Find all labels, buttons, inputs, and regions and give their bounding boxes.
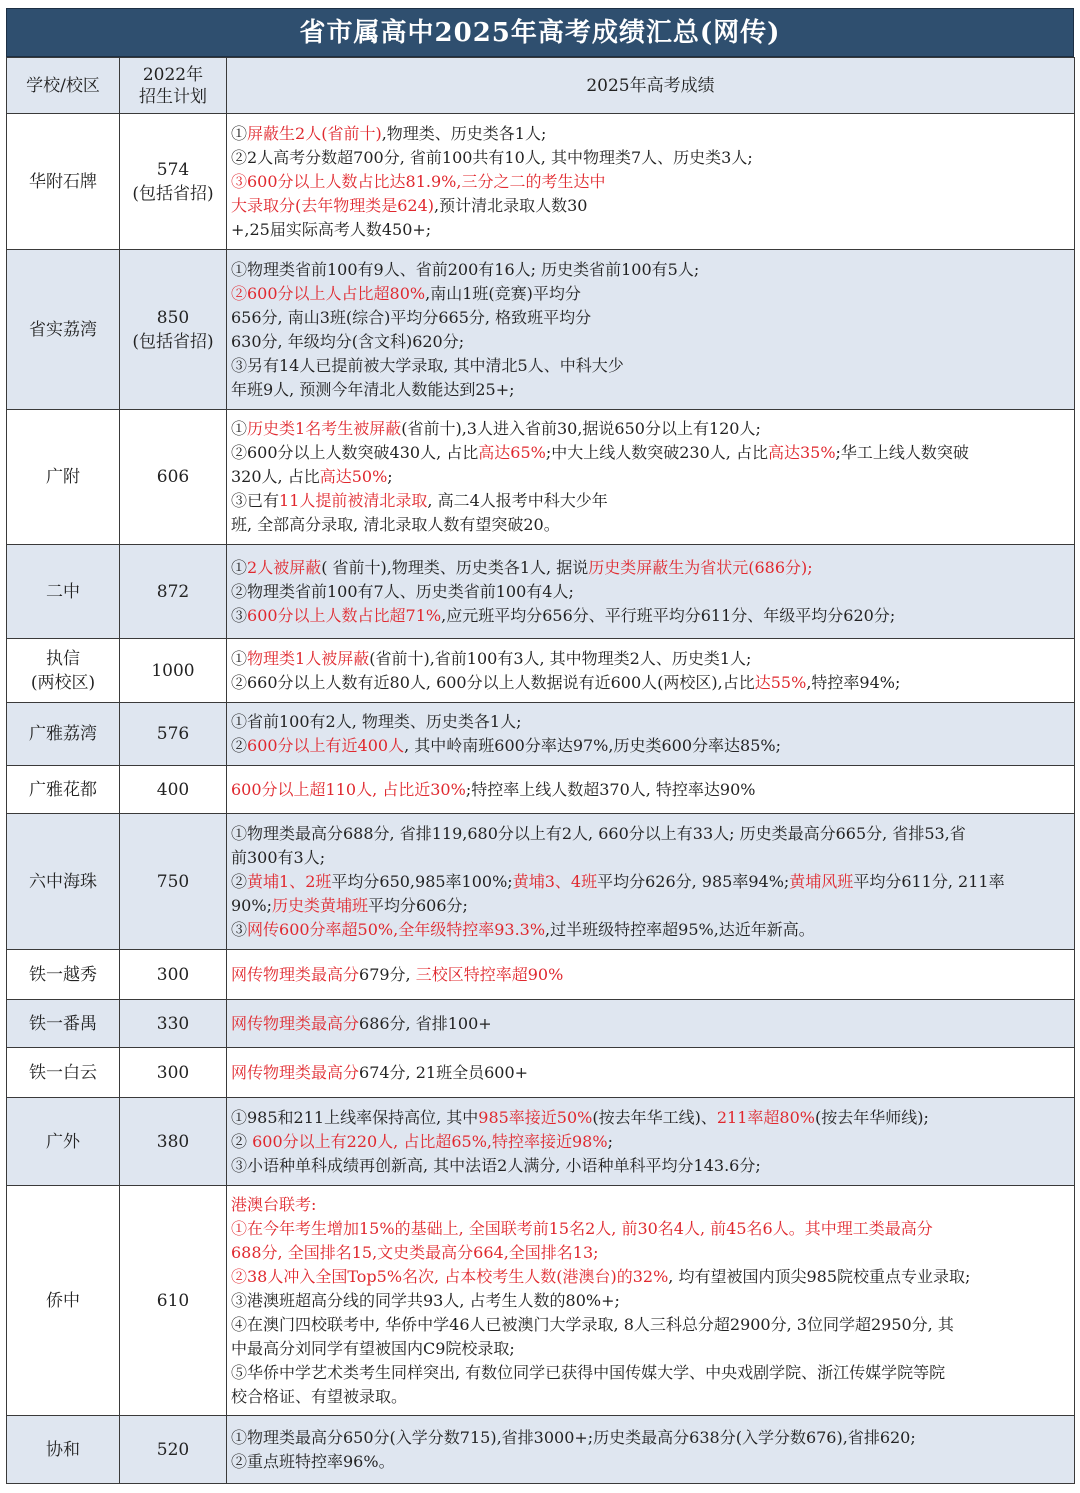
result-line	[231, 378, 1068, 402]
highlight-text: ③600分以上人数占比达81.9%,三分之二的考生达中	[231, 171, 606, 191]
school-name-cell	[7, 1098, 120, 1186]
result-line	[231, 1241, 1068, 1265]
school-name-cell	[7, 766, 120, 814]
result-line	[231, 1313, 1068, 1337]
result-line	[231, 1385, 1068, 1409]
highlight-text: 985率接近50%	[478, 1107, 593, 1127]
exam-result-cell	[227, 1048, 1075, 1098]
highlight-text: 高达35%	[767, 443, 836, 462]
result-text: ①物理类省前100有9人、省前200有16人; 历史类省前100有5人;	[231, 259, 700, 279]
result-text: ;特控率上线人数超370人, 特控率达90%	[465, 779, 756, 799]
school-name: (两校区)	[30, 672, 96, 693]
result-text: ,应元班平均分656分、平行班平均分611分、年级平均分620分;	[441, 605, 896, 625]
result-text: ④在澳门四校联考中, 华侨中学46人已被澳门大学录取, 8人三科总分超2900分, 3位同学超2950分, 其	[231, 1314, 954, 1334]
result-text: ①	[231, 123, 248, 143]
school-name: 铁一白云	[29, 1062, 97, 1083]
exam-result-cell	[227, 703, 1075, 766]
result-text: ①	[231, 557, 248, 577]
result-text: ②600分以上人数突破430人, 占比	[231, 443, 479, 462]
result-text: 平均分626分, 985率94%;	[597, 871, 790, 891]
header-school: 学校/校区	[7, 58, 120, 114]
result-text: ②	[231, 871, 248, 891]
result-line	[231, 258, 1068, 282]
result-text: ①物理类最高分650分(入学分数715),省排3000+;历史类最高分638分(入学分数676),省排620;	[231, 1427, 916, 1447]
highlight-text: 高达50%	[319, 467, 388, 486]
highlight-text: 历史类黄埔班	[271, 895, 368, 915]
result-line	[231, 556, 1068, 580]
school-name-cell	[7, 114, 120, 250]
enrollment-plan-cell	[120, 250, 227, 410]
enrollment-plan-value: 1000	[151, 660, 195, 681]
exam-result-cell	[227, 1186, 1075, 1416]
result-text: 年班9人, 预测今年清北人数能达到25+;	[231, 379, 515, 399]
highlight-text: 600分以上有220人, 占比超65%,特控率接近98%	[252, 1131, 608, 1151]
result-text: ,南山1班(竞赛)平均分	[425, 283, 581, 303]
result-line	[231, 1106, 1068, 1130]
result-line	[231, 1012, 1068, 1036]
table-row	[7, 545, 1075, 639]
school-name-cell	[7, 639, 120, 703]
highlight-text: 网传物理类最高分	[231, 964, 360, 984]
result-text: ②	[231, 736, 248, 755]
enrollment-plan-cell	[120, 1048, 227, 1098]
exam-result-cell	[227, 114, 1075, 250]
result-line	[231, 218, 1068, 242]
table-row	[7, 114, 1075, 250]
highlight-text: ②38人冲入全国Top5%名次, 占本校考生人数(港澳台)的32%	[231, 1266, 669, 1286]
table-row	[7, 1048, 1075, 1098]
result-line	[231, 846, 1068, 870]
result-text: , 均有望被国内顶尖985院校重点专业录取;	[668, 1266, 971, 1286]
result-line	[231, 1154, 1068, 1178]
enrollment-plan-value: 606	[156, 467, 190, 487]
result-text: 平均分611分, 211率	[853, 871, 1005, 891]
highlight-text: 网传600分率超50%,全年级特控率93.3%	[247, 919, 546, 939]
enrollment-plan-cell	[120, 1098, 227, 1186]
result-line	[231, 734, 1068, 758]
enrollment-plan-value: 330	[156, 1013, 190, 1034]
highlight-text: 211率超80%	[716, 1107, 815, 1127]
enrollment-plan-value: 872	[156, 581, 190, 602]
result-line	[231, 441, 1068, 465]
result-text: ②2人高考分数超700分, 省前100共有10人, 其中物理类7人、历史类3人;	[231, 147, 753, 167]
exam-result-cell	[227, 950, 1075, 1000]
school-name: 二中	[46, 581, 80, 602]
result-line	[231, 330, 1068, 354]
result-line	[231, 671, 1068, 695]
highlight-text: 黄埔风班	[789, 871, 854, 891]
table-row	[7, 814, 1075, 950]
result-text: , 其中岭南班600分率达97%,历史类600分率达85%;	[404, 736, 781, 755]
result-text: ②重点班特控率96%。	[231, 1451, 395, 1471]
exam-result-cell	[227, 410, 1075, 545]
scores-table	[6, 57, 1075, 1484]
result-text: ,过半班级特控率超95%,达近年新高。	[545, 919, 815, 939]
exam-result-cell	[227, 814, 1075, 950]
table-row	[7, 250, 1075, 410]
enrollment-plan-value: (包括省招)	[132, 331, 214, 352]
school-name: 广雅花都	[29, 779, 97, 800]
result-line	[231, 465, 1068, 489]
result-text: ⑤华侨中学艺术类考生同样突出, 有数位同学已获得中国传媒大学、中央戏剧学院、浙江传媒学院等院	[231, 1362, 946, 1382]
result-text: ,预计清北录取人数30	[434, 195, 588, 215]
table-row	[7, 950, 1075, 1000]
result-line	[231, 1426, 1068, 1450]
result-text: ①985和211上线率保持高位, 其中	[231, 1107, 479, 1127]
school-name-cell	[7, 1048, 120, 1098]
result-text: 630分, 年级均分(含文科)620分;	[231, 331, 465, 351]
highlight-text: 高达65%	[478, 443, 546, 462]
result-line	[231, 1130, 1068, 1154]
result-line	[231, 1361, 1068, 1385]
result-text: ①省前100有2人, 物理类、历史类各1人;	[231, 712, 522, 731]
result-line	[231, 822, 1068, 846]
result-line	[231, 489, 1068, 513]
result-text: ;	[387, 467, 393, 486]
enrollment-plan-value: 520	[156, 1439, 190, 1460]
table-row	[7, 1416, 1075, 1484]
highlight-text: 历史类屏蔽生为省状元(686分);	[588, 557, 813, 577]
enrollment-plan-cell	[120, 1000, 227, 1048]
result-line	[231, 894, 1068, 918]
table-row	[7, 1000, 1075, 1048]
result-text: ③港澳班超高分线的同学共93人, 占考生人数的80%+;	[231, 1290, 620, 1310]
enrollment-plan-value: 576	[156, 724, 190, 744]
result-text: ①物理类最高分688分, 省排119,680分以上有2人, 660分以上有33人; 历史类最高分665分, 省排53,省	[231, 823, 966, 843]
result-line	[231, 778, 1068, 802]
highlight-text: 网传物理类最高分	[231, 1062, 360, 1082]
result-text: 中最高分刘同学有望被国内C9院校录取;	[231, 1338, 515, 1358]
highlight-text: 600分以上超110人, 占比近30%	[231, 779, 466, 799]
enrollment-plan-value: 610	[156, 1290, 190, 1311]
result-line	[231, 1289, 1068, 1313]
school-name: 侨中	[46, 1290, 80, 1311]
result-text: ③	[231, 605, 248, 625]
enrollment-plan-cell	[120, 639, 227, 703]
highlight-text: 网传物理类最高分	[231, 1013, 360, 1033]
result-line	[231, 170, 1068, 194]
enrollment-plan-value: 300	[156, 1062, 190, 1083]
result-text: 班, 全部高分录取, 清北录取人数有望突破20。	[231, 515, 560, 534]
result-text: ③另有14人已提前被大学录取, 其中清北5人、中科大少	[231, 355, 624, 375]
result-line	[231, 354, 1068, 378]
school-name: 广附	[46, 467, 80, 487]
header-plan-line2: 招生计划	[139, 86, 207, 107]
result-line	[231, 1217, 1068, 1241]
school-name-cell	[7, 410, 120, 545]
result-line	[231, 647, 1068, 671]
table-row	[7, 1098, 1075, 1186]
result-line	[231, 1450, 1068, 1474]
highlight-text: 三校区特控率超90%	[415, 964, 564, 984]
result-text: 686分, 省排100+	[359, 1013, 492, 1033]
highlight-text: 600分以上人数占比超71%	[247, 605, 442, 625]
exam-result-cell	[227, 1416, 1075, 1484]
school-name-cell	[7, 1000, 120, 1048]
enrollment-plan-cell	[120, 703, 227, 766]
school-name-cell	[7, 814, 120, 950]
result-text: (按去年华师线);	[814, 1107, 929, 1127]
result-text: ②660分以上人数有近80人, 600分以上人数据说有近600人(两校区),占比	[231, 672, 755, 692]
result-text: ;	[607, 1131, 613, 1151]
highlight-text: 黄埔1、2班	[247, 871, 332, 891]
result-line	[231, 710, 1068, 734]
highlight-text: 达55%	[754, 672, 807, 692]
header-plan-line1: 2022年	[142, 64, 204, 85]
result-line	[231, 513, 1068, 537]
result-text: 656分, 南山3班(综合)平均分665分, 格致班平均分	[231, 307, 592, 327]
result-line	[231, 918, 1068, 942]
highlight-text: ①在今年考生增加15%的基础上, 全国联考前15名2人, 前30名4人, 前45名6人。其中理工类最高分	[231, 1218, 933, 1238]
enrollment-plan-cell	[120, 814, 227, 950]
summary-sheet	[6, 8, 1074, 1484]
school-name: 执信	[46, 648, 80, 669]
enrollment-plan-value: 400	[156, 779, 190, 800]
result-text: ,物理类、历史类各1人;	[381, 123, 547, 143]
school-name: 广外	[46, 1131, 80, 1152]
highlight-text: 物理类1人被屏蔽	[247, 648, 370, 668]
exam-result-cell	[227, 766, 1075, 814]
enrollment-plan-cell	[120, 1416, 227, 1484]
school-name-cell	[7, 1186, 120, 1416]
enrollment-plan-cell	[120, 950, 227, 1000]
result-line	[231, 122, 1068, 146]
highlight-text: ②600分以上人占比超80%	[231, 283, 426, 303]
highlight-text: 11人提前被清北录取	[279, 491, 428, 510]
school-name: 六中海珠	[29, 871, 97, 892]
result-text: ;中大上线人数突破230人, 占比	[545, 443, 768, 462]
result-line	[231, 417, 1068, 441]
school-name-cell	[7, 1416, 120, 1484]
school-name: 省实荔湾	[29, 319, 97, 340]
result-line	[231, 1337, 1068, 1361]
highlight-text: 2人被屏蔽	[247, 557, 322, 577]
result-line	[231, 282, 1068, 306]
enrollment-plan-value: 750	[156, 871, 190, 892]
school-name: 华附石牌	[29, 171, 97, 192]
result-line	[231, 194, 1068, 218]
exam-result-cell	[227, 1098, 1075, 1186]
highlight-text: 港澳台联考:	[231, 1194, 317, 1214]
table-row	[7, 639, 1075, 703]
result-text: ②物理类省前100有7人、历史类省前100有4人;	[231, 581, 574, 601]
highlight-text: 屏蔽生2人(省前十)	[247, 123, 382, 143]
header-row	[7, 58, 1075, 114]
table-row	[7, 703, 1075, 766]
enrollment-plan-value: 380	[156, 1131, 190, 1152]
enrollment-plan-value: 850	[156, 307, 190, 328]
result-line	[231, 1265, 1068, 1289]
result-text: (省前十),3人进入省前30,据说650分以上有120人;	[401, 419, 761, 438]
result-text: 90%;	[231, 895, 272, 915]
result-text: ,特控率94%;	[806, 672, 901, 692]
header-result: 2025年高考成绩	[227, 58, 1075, 114]
enrollment-plan-value: 574	[156, 159, 190, 180]
exam-result-cell	[227, 1000, 1075, 1048]
school-name-cell	[7, 950, 120, 1000]
result-text: +,25届实际高考人数450+;	[231, 219, 432, 239]
result-text: 校合格证、有望被录取。	[231, 1386, 408, 1406]
result-text: , 高二4人报考中科大少年	[427, 491, 608, 510]
enrollment-plan-value: 300	[156, 964, 190, 985]
result-line	[231, 870, 1068, 894]
result-text: 674分, 21班全员600+	[359, 1062, 529, 1082]
result-text: (按去年华工线)、	[592, 1107, 717, 1127]
enrollment-plan-cell	[120, 766, 227, 814]
result-text: 前300有3人;	[231, 847, 326, 867]
page-title: 省市属高中2025年高考成绩汇总(网传)	[6, 8, 1074, 57]
school-name: 铁一番禺	[29, 1013, 97, 1034]
result-text: ①	[231, 419, 248, 438]
result-line	[231, 1193, 1068, 1217]
header-plan	[120, 58, 227, 114]
highlight-text: 黄埔3、4班	[512, 871, 598, 891]
enrollment-plan-value: (包括省招)	[132, 183, 214, 204]
table-row	[7, 766, 1075, 814]
result-text: ③已有	[231, 491, 280, 510]
school-name: 铁一越秀	[29, 964, 97, 985]
result-text: ③小语种单科成绩再创新高, 其中法语2人满分, 小语种单科平均分143.6分;	[231, 1155, 761, 1175]
result-line	[231, 1061, 1068, 1085]
result-line	[231, 146, 1068, 170]
result-line	[231, 604, 1068, 628]
result-text: ( 省前十),物理类、历史类各1人, 据说	[321, 557, 589, 577]
highlight-text: 688分, 全国排名15,文史类最高分664,全国排名13;	[231, 1242, 599, 1262]
result-text: 320人, 占比	[231, 467, 320, 486]
result-text: 平均分650,985率100%;	[331, 871, 513, 891]
exam-result-cell	[227, 250, 1075, 410]
enrollment-plan-cell	[120, 545, 227, 639]
highlight-text: 600分以上有近400人	[247, 736, 405, 755]
school-name-cell	[7, 250, 120, 410]
highlight-text: 历史类1名考生被屏蔽	[247, 419, 402, 438]
enrollment-plan-cell	[120, 1186, 227, 1416]
result-text: ③	[231, 919, 248, 939]
exam-result-cell	[227, 545, 1075, 639]
school-name-cell	[7, 703, 120, 766]
result-line	[231, 963, 1068, 987]
school-name: 协和	[46, 1439, 80, 1460]
result-text: 平均分606分;	[367, 895, 468, 915]
highlight-text: 大录取分(去年物理类是624)	[231, 195, 435, 215]
school-name-cell	[7, 545, 120, 639]
enrollment-plan-cell	[120, 410, 227, 545]
table-row	[7, 1186, 1075, 1416]
result-text: 679分,	[359, 964, 416, 984]
result-line	[231, 306, 1068, 330]
exam-result-cell	[227, 639, 1075, 703]
result-text: (省前十),省前100有3人, 其中物理类2人、历史类1人;	[369, 648, 752, 668]
table-row	[7, 410, 1075, 545]
result-line	[231, 580, 1068, 604]
result-text: ;华工上线人数突破	[835, 443, 969, 462]
result-text: ②	[231, 1131, 253, 1151]
enrollment-plan-cell	[120, 114, 227, 250]
result-text: ①	[231, 648, 248, 668]
school-name: 广雅荔湾	[29, 724, 97, 744]
